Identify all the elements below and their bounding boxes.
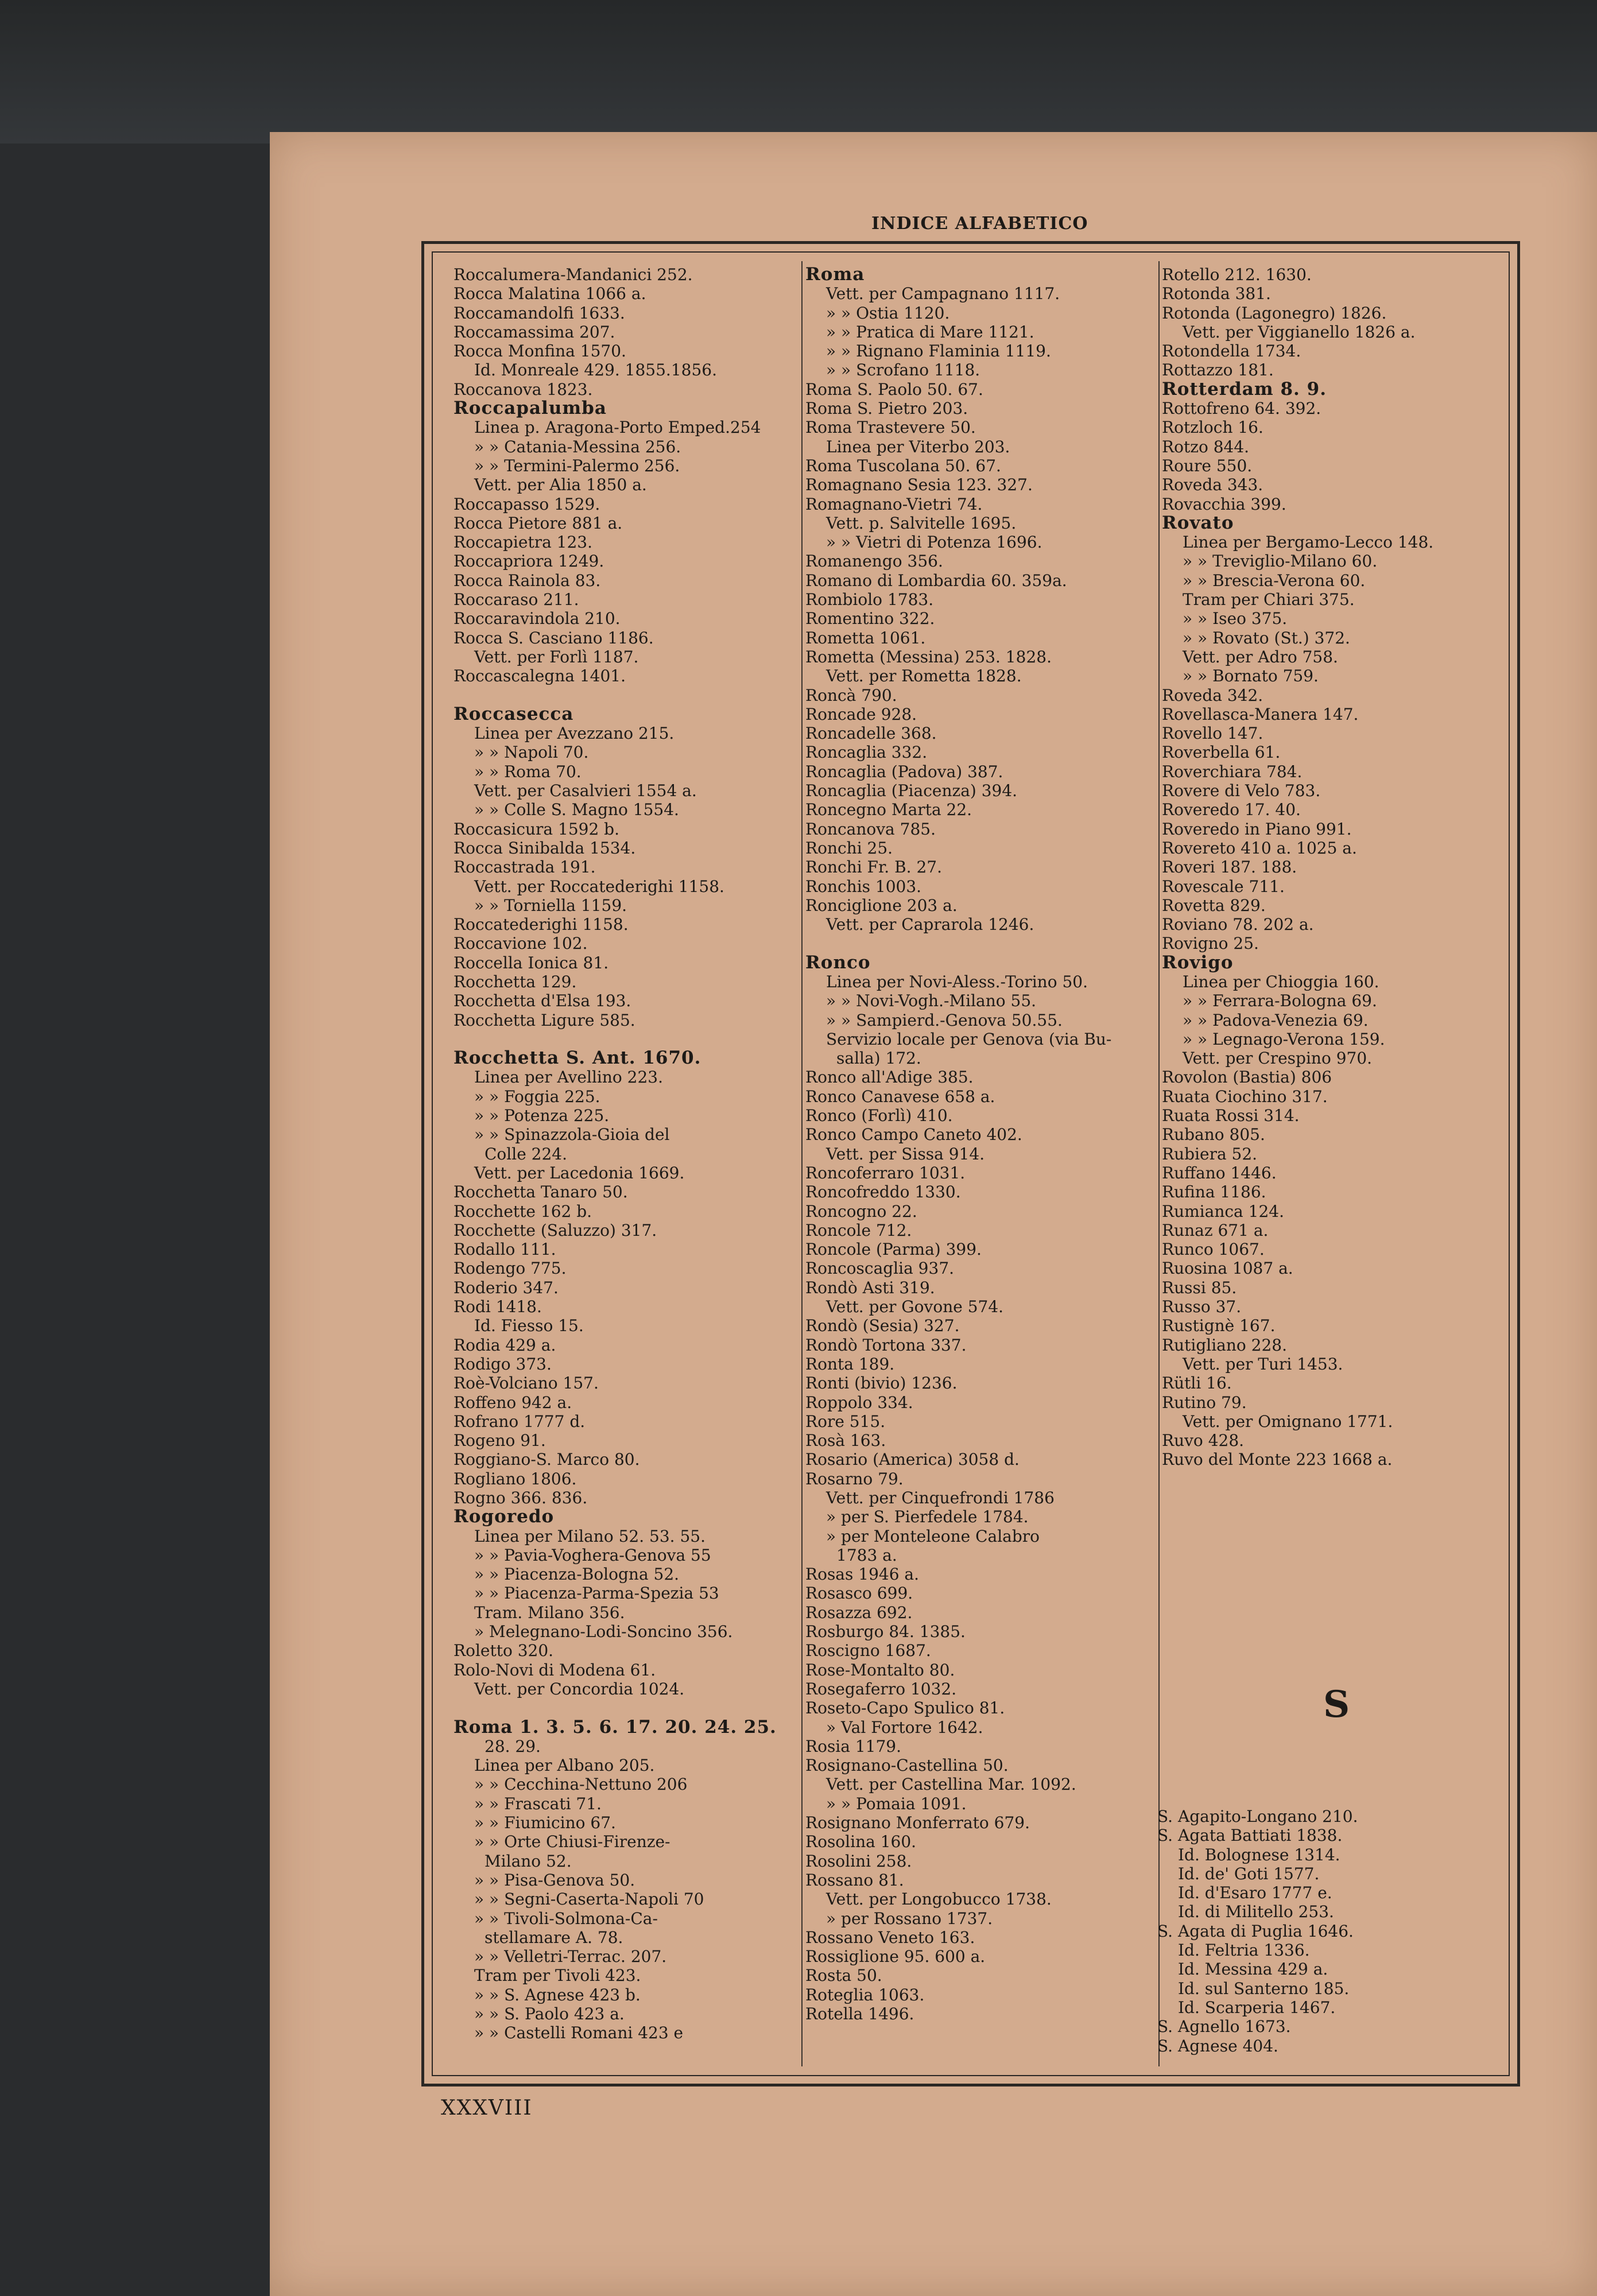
index-entry: Ronchi 25. (805, 838, 893, 858)
index-entry: » Val Fortore 1642. (826, 1717, 983, 1737)
index-entry: » » Termini-Palermo 256. (474, 456, 680, 475)
index-entry: Id. Fiesso 15. (474, 1316, 584, 1336)
index-entry: Rocca Sinibalda 1534. (453, 838, 636, 858)
index-entry: Vett. per Campagnano 1117. (826, 284, 1060, 304)
index-entry: Servizio locale per Genova (via Bu- (826, 1029, 1112, 1049)
index-entry: Vett. p. Salvitelle 1695. (826, 513, 1017, 533)
page-number: XXXVIII (441, 2096, 533, 2120)
index-entry: Roccapietra 123. (453, 533, 593, 552)
index-entry: » » Pomaia 1091. (826, 1794, 967, 1813)
index-entry: Rodi 1418. (453, 1297, 542, 1317)
index-entry: Vett. per Omignano 1771. (1183, 1411, 1393, 1431)
index-entry: Rotzo 844. (1162, 437, 1250, 456)
index-entry: Ruosina 1087 a. (1162, 1259, 1293, 1278)
index-entry: Ruata Rossi 314. (1162, 1106, 1300, 1126)
index-entry: S. Agata di Puglia 1646. (1157, 1921, 1354, 1941)
index-entry: Rovigno 25. (1162, 934, 1259, 953)
index-entry: Linea per Avellino 223. (474, 1068, 663, 1087)
index-entry: » » Rignano Flaminia 1119. (826, 342, 1051, 361)
index-entry: Roncoferraro 1031. (805, 1163, 966, 1182)
index-entry: S. Agata Battiati 1838. (1157, 1826, 1343, 1845)
index-entry: Rotello 212. 1630. (1162, 265, 1312, 284)
index-entry: Rocca Pietore 881 a. (453, 513, 623, 533)
index-entry: Rutigliano 228. (1162, 1335, 1287, 1355)
index-entry: Roma Trastevere 50. (805, 418, 976, 437)
scanner-background (0, 0, 1597, 144)
index-entry: Roveri 187. 188. (1162, 858, 1297, 877)
index-entry: Roccamandolfi 1633. (453, 303, 625, 323)
index-entry: Vett. per Forlì 1187. (474, 647, 639, 666)
index-entry: » » Orte Chiusi-Firenze- (474, 1832, 670, 1852)
index-entry: Roletto 320. (453, 1641, 554, 1661)
index-entry: Roseto-Capo Spulico 81. (805, 1698, 1005, 1718)
index-entry: » » Frascati 71. (474, 1794, 602, 1813)
index-entry: Roma Tuscolana 50. 67. (805, 456, 1001, 475)
index-entry: S. Agnello 1673. (1157, 2017, 1291, 2037)
index-entry: Roncaglia 332. (805, 743, 928, 762)
index-entry: Ronco Campo Caneto 402. (805, 1125, 1022, 1145)
index-entry: Roncadelle 368. (805, 724, 937, 743)
index-entry: Rodia 429 a. (453, 1335, 556, 1355)
index-entry: Vett. per Casalvieri 1554 a. (474, 781, 697, 801)
index-entry: stellamare A. 78. (484, 1927, 623, 1947)
index-entry: Ronchi Fr. B. 27. (805, 858, 942, 877)
index-entry: Vett. per Lacedonia 1669. (474, 1163, 685, 1182)
index-entry: Roncofreddo 1330. (805, 1182, 961, 1202)
index-entry: Vett. per Alia 1850 a. (474, 475, 647, 495)
index-entry: Id. sul Santerno 185. (1178, 1979, 1350, 1998)
index-entry: Rogno 366. 836. (453, 1488, 588, 1507)
index-entry: Rosasco 699. (805, 1584, 913, 1603)
index-entry: Romagnano-Vietri 74. (805, 494, 983, 514)
index-entry: Rosia 1179. (805, 1736, 902, 1756)
index-entry: » » Pisa-Genova 50. (474, 1870, 635, 1890)
index-entry: » » Cecchina-Nettuno 206 (474, 1775, 688, 1794)
index-entry: Rumianca 124. (1162, 1201, 1284, 1221)
index-entry: Vett. per Castellina Mar. 1092. (826, 1775, 1076, 1794)
index-entry: Rosignano-Castellina 50. (805, 1756, 1009, 1775)
index-entry: Rocchette 162 b. (453, 1201, 592, 1221)
index-entry: Rovere di Velo 783. (1162, 781, 1321, 801)
index-entry: Runco 1067. (1162, 1240, 1265, 1259)
index-entry: Ronta 189. (805, 1354, 895, 1374)
index-entry (453, 1698, 798, 1717)
index-entry: Rosburgo 84. 1385. (805, 1622, 966, 1642)
index-entry: Vett. per Concordia 1024. (474, 1679, 685, 1698)
index-entry: Romentino 322. (805, 609, 935, 629)
index-entry: Vett. per Govone 574. (826, 1297, 1004, 1317)
index-entry: Ruffano 1446. (1162, 1163, 1277, 1182)
index-entry: Rocchetta Ligure 585. (453, 1010, 635, 1030)
index-entry: Tram per Tivoli 423. (474, 1966, 641, 1985)
index-entry: Ronco (Forlì) 410. (805, 1106, 953, 1126)
index-headword: Roccasecca (453, 703, 574, 724)
index-entry: » » Fiumicino 67. (474, 1813, 616, 1833)
index-entry: Roscigno 1687. (805, 1641, 931, 1661)
index-entry: Linea per Albano 205. (474, 1756, 655, 1775)
index-entry: Ruata Ciochino 317. (1162, 1087, 1328, 1106)
index-entry: Rosolini 258. (805, 1851, 912, 1871)
index-entry: Roviano 78. 202 a. (1162, 915, 1314, 934)
index-entry: Rotzloch 16. (1162, 418, 1263, 437)
index-entry: Roverbella 61. (1162, 743, 1281, 762)
index-entry: Rodallo 111. (453, 1240, 556, 1259)
index-entry: Rutino 79. (1162, 1393, 1247, 1412)
index-entry: Vett. per Rometta 1828. (826, 666, 1022, 686)
index-entry: Rolo-Novi di Modena 61. (453, 1660, 656, 1680)
index-entry: » » Bornato 759. (1183, 666, 1319, 686)
index-entry: Vett. per Longobucco 1738. (826, 1890, 1052, 1909)
index-entry: Rovescale 711. (1162, 876, 1285, 896)
index-entry: Rubiera 52. (1162, 1144, 1258, 1163)
index-entry: Roncaglia (Piacenza) 394. (805, 781, 1018, 801)
index-entry: » » Sampierd.-Genova 50.55. (826, 1010, 1063, 1030)
index-entry: S. Agnese 404. (1157, 2036, 1278, 2055)
index-entry: » per S. Pierfedele 1784. (826, 1507, 1029, 1527)
index-entry: » » Piacenza-Parma-Spezia 53 (474, 1584, 719, 1603)
index-entry: Vett. per Cinquefrondi 1786 (826, 1488, 1055, 1507)
index-entry: Linea per Novi-Aless.-Torino 50. (826, 972, 1088, 991)
index-entry: Vett. per Viggianello 1826 a. (1183, 322, 1416, 342)
index-entry: Rocca Monfina 1570. (453, 342, 626, 361)
index-entry: » » Pratica di Mare 1121. (826, 322, 1034, 342)
index-entry (805, 934, 1156, 953)
index-entry: Rogeno 91. (453, 1431, 546, 1450)
index-entry: » » Padova-Venezia 69. (1183, 1010, 1369, 1030)
index-entry: Rondò Asti 319. (805, 1278, 935, 1297)
index-entry: » » S. Paolo 423 a. (474, 2004, 625, 2024)
index-entry: » » Ostia 1120. (826, 303, 950, 323)
index-entry: Rovellasca-Manera 147. (1162, 704, 1359, 724)
index-entry: Ronco Canavese 658 a. (805, 1087, 995, 1106)
index-entry: Rovello 147. (1162, 724, 1263, 743)
index-column-3-s-section (1157, 1807, 1358, 2055)
index-entry: Rofrano 1777 d. (453, 1411, 586, 1431)
index-entry: Roccamassima 207. (453, 322, 615, 342)
index-entry: Rose-Montalto 80. (805, 1660, 955, 1680)
index-entry: Rocchette (Saluzzo) 317. (453, 1220, 657, 1240)
index-entry: » » Pavia-Voghera-Genova 55 (474, 1545, 711, 1565)
index-entry: Rocca Rainola 83. (453, 571, 601, 590)
index-entry: » » Ferrara-Bologna 69. (1183, 991, 1377, 1011)
index-entry: » » Catania-Messina 256. (474, 437, 681, 456)
index-entry: Roma S. Paolo 50. 67. (805, 379, 983, 399)
index-entry: Rocchetta 129. (453, 972, 577, 991)
index-entry: Roncanova 785. (805, 819, 936, 839)
index-entry: Roccavione 102. (453, 934, 588, 953)
index-entry: Linea per Milano 52. 53. 55. (474, 1526, 706, 1546)
index-entry: » » Napoli 70. (474, 743, 589, 762)
index-entry: 28. 29. (484, 1736, 541, 1756)
index-entry: Roderio 347. (453, 1278, 559, 1297)
index-entry: Tram. Milano 356. (474, 1603, 625, 1622)
index-entry: Roma S. Pietro 203. (805, 399, 968, 418)
index-entry: Rore 515. (805, 1411, 886, 1431)
index-entry: Rosas 1946 a. (805, 1565, 920, 1584)
index-entry: Tram per Chiari 375. (1183, 590, 1355, 610)
index-entry: » » Foggia 225. (474, 1087, 600, 1106)
index-entry: Roure 550. (1162, 456, 1253, 475)
index-entry (453, 1030, 798, 1049)
index-entry: » » Spinazzola-Gioia del (474, 1125, 670, 1145)
index-headword: Rovigo (1162, 952, 1234, 973)
index-entry: Roccasicura 1592 b. (453, 819, 619, 839)
index-entry: » » Velletri-Terrac. 207. (474, 1947, 667, 1967)
index-entry: Rossiglione 95. 600 a. (805, 1947, 986, 1967)
index-entry: Roncole (Parma) 399. (805, 1240, 982, 1259)
index-entry: Rubano 805. (1162, 1125, 1265, 1145)
index-entry: Vett. per Crespino 970. (1183, 1049, 1373, 1068)
index-entry: » » Iseo 375. (1183, 609, 1288, 629)
index-entry: » » Potenza 225. (474, 1106, 610, 1126)
index-entry: Roverchiara 784. (1162, 762, 1303, 781)
index-entry: Roè-Volciano 157. (453, 1374, 599, 1393)
index-entry: » » Treviglio-Milano 60. (1183, 552, 1378, 571)
index-entry: Rosolina 160. (805, 1832, 917, 1852)
index-entry: Vett. per Caprarola 1246. (826, 915, 1034, 934)
column-divider (801, 261, 803, 2066)
index-entry: Rosta 50. (805, 1966, 882, 1985)
index-entry: Id. d'Esaro 1777 e. (1178, 1883, 1332, 1903)
index-entry: Rosignano Monferrato 679. (805, 1813, 1030, 1833)
index-entry: » » Legnago-Verona 159. (1183, 1029, 1385, 1049)
index-entry: » » Torniella 1159. (474, 895, 627, 915)
index-entry: Roncole 712. (805, 1220, 912, 1240)
index-entry: Linea per Chioggia 160. (1183, 972, 1379, 991)
index-entry: Ronchis 1003. (805, 876, 922, 896)
index-entry: Roveredo in Piano 991. (1162, 819, 1352, 839)
index-headword: Ronco (805, 952, 871, 973)
index-entry: » per Rossano 1737. (826, 1909, 993, 1928)
index-entry: Rovereto 410 a. 1025 a. (1162, 838, 1357, 858)
index-entry: 1783 a. (836, 1545, 897, 1565)
index-entry: Rombiolo 1783. (805, 590, 934, 610)
index-entry: Id. Scarperia 1467. (1178, 1998, 1336, 2017)
index-entry: Roncoscaglia 937. (805, 1259, 955, 1278)
index-entry: Ruvo 428. (1162, 1431, 1245, 1450)
index-entry: Roveda 343. (1162, 475, 1263, 495)
column-divider (1158, 261, 1160, 2066)
index-entry: Rosà 163. (805, 1431, 886, 1450)
index-headword: Rogoredo (453, 1506, 555, 1527)
index-entry: » » Segni-Caserta-Napoli 70 (474, 1890, 704, 1909)
index-entry: Linea per Viterbo 203. (826, 437, 1010, 456)
index-entry: Romanengo 356. (805, 552, 943, 571)
index-entry: » » Novi-Vogh.-Milano 55. (826, 991, 1037, 1011)
index-entry: Rossano 81. (805, 1870, 904, 1890)
index-entry: Roccaraso 211. (453, 590, 579, 610)
index-entry: Roccapriora 1249. (453, 552, 604, 571)
index-entry: Roncà 790. (805, 685, 897, 705)
index-entry: Rocchetta Tanaro 50. (453, 1182, 628, 1202)
index-entry: Roccella Ionica 81. (453, 953, 609, 972)
index-entry: Rometta (Messina) 253. 1828. (805, 647, 1052, 666)
index-entry: Roccanova 1823. (453, 379, 593, 399)
index-entry: Rovolon (Bastia) 806 (1162, 1068, 1332, 1087)
index-entry: Id. Bolognese 1314. (1178, 1845, 1340, 1864)
index-entry: Rossano Veneto 163. (805, 1927, 975, 1947)
index-entry: Rovacchia 399. (1162, 494, 1286, 514)
index-entry: Rütli 16. (1162, 1374, 1232, 1393)
section-letter: S (1323, 1683, 1350, 1726)
index-entry: Roncogno 22. (805, 1201, 917, 1221)
index-entry: Rodengo 775. (453, 1259, 567, 1278)
index-entry: » » Piacenza-Bologna 52. (474, 1565, 680, 1584)
index-entry: S. Agapito-Longano 210. (1157, 1807, 1358, 1826)
index-entry: Ronciglione 203 a. (805, 895, 958, 915)
index-entry: Roccalumera-Mandanici 252. (453, 265, 693, 284)
index-entry: » » Brescia-Verona 60. (1183, 571, 1366, 590)
index-entry: Rogliano 1806. (453, 1469, 577, 1488)
index-entry: Vett. per Adro 758. (1183, 647, 1338, 666)
index-entry: Romagnano Sesia 123. 327. (805, 475, 1033, 495)
index-entry: Rottofreno 64. 392. (1162, 399, 1321, 418)
index-entry: Roccapasso 1529. (453, 494, 600, 514)
index-entry: Rottazzo 181. (1162, 360, 1274, 380)
index-entry: Rodigo 373. (453, 1354, 552, 1374)
index-entry: Rovetta 829. (1162, 895, 1266, 915)
index-entry: Russo 37. (1162, 1297, 1242, 1317)
index-entry: Id. Monreale 429. 1855.1856. (474, 360, 717, 380)
index-headword: Rotterdam 8. 9. (1162, 378, 1327, 400)
index-entry: Id. di Militello 253. (1178, 1902, 1334, 1922)
index-entry: Rotondella 1734. (1162, 342, 1301, 361)
index-entry: » » S. Agnese 423 b. (474, 1985, 641, 2004)
index-entry: Ronco all'Adige 385. (805, 1068, 974, 1087)
index-entry: Rocca S. Casciano 1186. (453, 628, 654, 647)
index-entry: » per Monteleone Calabro (826, 1526, 1040, 1546)
index-entry: Runaz 671 a. (1162, 1220, 1269, 1240)
index-entry: Rosario (America) 3058 d. (805, 1450, 1020, 1469)
index-entry: Linea per Avezzano 215. (474, 724, 675, 743)
index-entry: Id. Feltria 1336. (1178, 1941, 1310, 1960)
index-entry: Rosazza 692. (805, 1603, 913, 1622)
index-entry: Rometta 1061. (805, 628, 926, 647)
index-entry: Rotella 1496. (805, 2004, 914, 2024)
index-entry: Linea p. Aragona-Porto Emped.254 (474, 418, 761, 437)
index-entry: Rondò Tortona 337. (805, 1335, 967, 1355)
index-entry: Id. Messina 429 a. (1178, 1960, 1328, 1979)
index-column-3 (1162, 265, 1501, 1469)
index-headword: Rovato (1162, 512, 1234, 533)
index-entry: Russi 85. (1162, 1278, 1237, 1297)
index-entry: Rosarno 79. (805, 1469, 904, 1488)
index-entry: Roppolo 334. (805, 1393, 913, 1412)
index-entry: » » Colle S. Magno 1554. (474, 800, 679, 820)
index-entry: Rotonda 381. (1162, 284, 1271, 304)
index-entry: Roteglia 1063. (805, 1985, 925, 2004)
index-entry: Vett. per Sissa 914. (826, 1144, 985, 1163)
index-entry: Rondò (Sesia) 327. (805, 1316, 960, 1336)
index-entry: Linea per Bergamo-Lecco 148. (1183, 533, 1434, 552)
index-entry: Roccatederighi 1158. (453, 915, 629, 934)
index-headword: Rocchetta S. Ant. 1670. (453, 1048, 701, 1069)
index-entry: » » Scrofano 1118. (826, 360, 980, 380)
index-entry: Vett. per Roccatederighi 1158. (474, 876, 724, 896)
index-entry: Rocca Malatina 1066 a. (453, 284, 646, 304)
index-entry: » » Castelli Romani 423 e (474, 2023, 684, 2043)
index-entry: Roncade 928. (805, 704, 917, 724)
index-entry: Vett. per Turi 1453. (1183, 1354, 1343, 1374)
index-entry: salla) 172. (836, 1049, 921, 1068)
index-entry: Rufina 1186. (1162, 1182, 1266, 1202)
index-entry: Roveredo 17. 40. (1162, 800, 1301, 820)
index-headword: Roma 1. 3. 5. 6. 17. 20. 24. 25. (453, 1716, 777, 1737)
index-entry: » » Vietri di Potenza 1696. (826, 533, 1042, 552)
index-entry: » Melegnano-Lodi-Soncino 356. (474, 1622, 733, 1642)
index-entry: Colle 224. (484, 1144, 568, 1163)
index-column-2 (805, 265, 1156, 2023)
index-entry: Roccascalegna 1401. (453, 666, 626, 686)
index-entry: Rotonda (Lagonegro) 1826. (1162, 303, 1387, 323)
index-headword: Roma (805, 264, 865, 285)
index-entry: Roffeno 942 a. (453, 1393, 572, 1412)
index-entry: Roccaravindola 210. (453, 609, 621, 629)
index-entry: » » Tivoli-Solmona-Ca- (474, 1909, 658, 1928)
index-entry: Roncaglia (Padova) 387. (805, 762, 1003, 781)
index-entry: » » Rovato (St.) 372. (1183, 628, 1350, 647)
index-column-1 (453, 265, 798, 2043)
index-entry: Rosegaferro 1032. (805, 1679, 957, 1698)
index-entry: Roccastrada 191. (453, 858, 596, 877)
index-entry: Ronti (bivio) 1236. (805, 1374, 958, 1393)
index-entry: Rustignè 167. (1162, 1316, 1276, 1336)
index-entry: Roggiano-S. Marco 80. (453, 1450, 640, 1469)
index-entry: Ruvo del Monte 223 1668 a. (1162, 1450, 1393, 1469)
index-entry: » » Roma 70. (474, 762, 582, 781)
index-entry (453, 686, 798, 705)
index-entry: Romano di Lombardia 60. 359a. (805, 571, 1067, 590)
index-entry: Id. de' Goti 1577. (1178, 1864, 1320, 1883)
index-entry: Roveda 342. (1162, 685, 1263, 705)
index-entry: Milano 52. (484, 1851, 572, 1871)
index-headword: Roccapalumba (453, 398, 607, 419)
index-entry: Roncegno Marta 22. (805, 800, 972, 820)
index-entry: Rocchetta d'Elsa 193. (453, 991, 631, 1011)
